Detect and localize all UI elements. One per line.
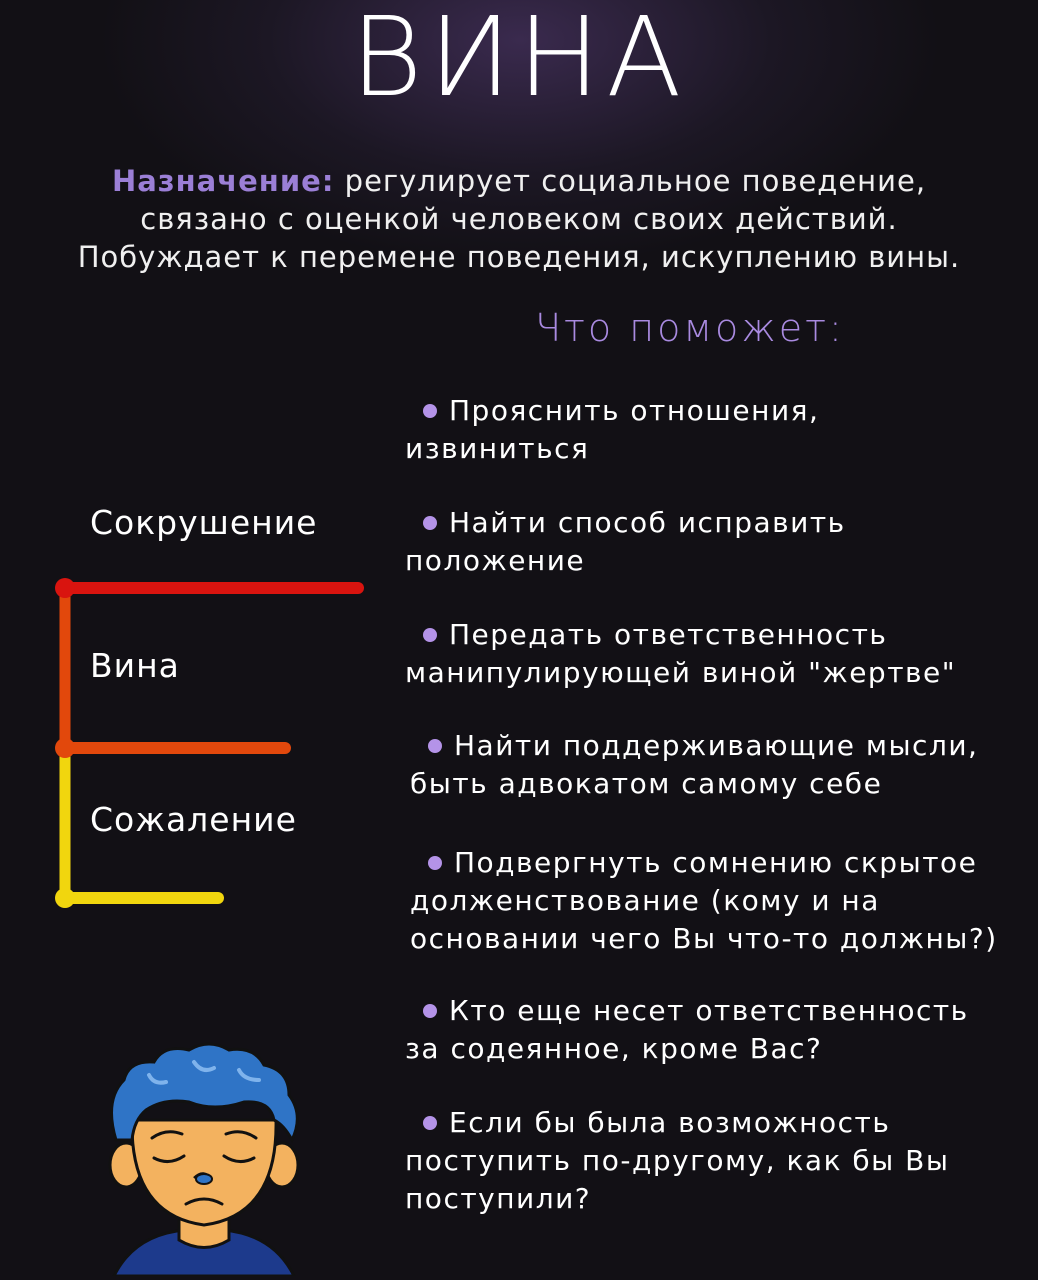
- tip-item: [405, 616, 1025, 692]
- purpose-line-3: Побуждает к перемене поведения, искуплению вины.: [77, 240, 961, 274]
- purpose-label: Назначение:: [111, 164, 335, 198]
- scale-top-node: [55, 578, 75, 598]
- tip-line: Подвергнуть сомнению скрытое: [454, 846, 978, 879]
- bullet-icon: [423, 1116, 437, 1130]
- bullet-icon: [423, 404, 437, 418]
- tip-line: за содеянное, кроме Вас?: [405, 1032, 823, 1065]
- purpose-line-1: регулирует социальное поведение,: [344, 164, 927, 198]
- scale-label-middle: Вина: [90, 646, 180, 685]
- tip-line: Найти способ исправить: [449, 506, 846, 539]
- tip-line: поступить по-другому, как бы Вы: [405, 1144, 950, 1177]
- scale-middle-node: [55, 738, 75, 758]
- tip-line: долженствование (кому и на: [410, 884, 880, 917]
- tip-item: [405, 992, 1025, 1068]
- tip-item: [410, 844, 1030, 958]
- tip-line: положение: [405, 544, 586, 577]
- page-title: ВИНА: [350, 0, 688, 121]
- purpose-text: [0, 162, 1038, 276]
- bullet-icon: [428, 856, 442, 870]
- tip-line: Прояснить отношения,: [449, 394, 820, 427]
- tip-line: Передать ответственность: [449, 618, 888, 651]
- sad-boy-icon: [94, 1040, 314, 1276]
- help-title: Что поможет:: [535, 306, 845, 350]
- scale-label-top: Сокрушение: [90, 503, 318, 542]
- bullet-icon: [423, 628, 437, 642]
- tip-line: Найти поддерживающие мысли,: [454, 729, 979, 762]
- bullet-icon: [423, 516, 437, 530]
- scale-label-bottom: Сожаление: [90, 800, 297, 839]
- tip-line: поступили?: [405, 1182, 592, 1215]
- purpose-line-2: связано с оценкой человеком своих действий.: [140, 202, 898, 236]
- tip-item: [405, 504, 1025, 580]
- tip-item: [405, 392, 1025, 468]
- tip-line: Если бы была возможность: [449, 1106, 891, 1139]
- intensity-scale: [40, 560, 420, 920]
- bullet-icon: [423, 1004, 437, 1018]
- tip-line: быть адвокатом самому себе: [410, 767, 883, 800]
- bullet-icon: [428, 739, 442, 753]
- tip-line: манипулирующей виной "жертве": [405, 656, 957, 689]
- tip-line: извиниться: [405, 432, 590, 465]
- tip-line: Кто еще несет ответственность: [449, 994, 969, 1027]
- scale-bottom-node: [55, 888, 75, 908]
- tip-item: [410, 727, 1030, 803]
- tip-item: [405, 1104, 1025, 1218]
- tip-line: основании чего Вы что-то должны?): [410, 922, 998, 955]
